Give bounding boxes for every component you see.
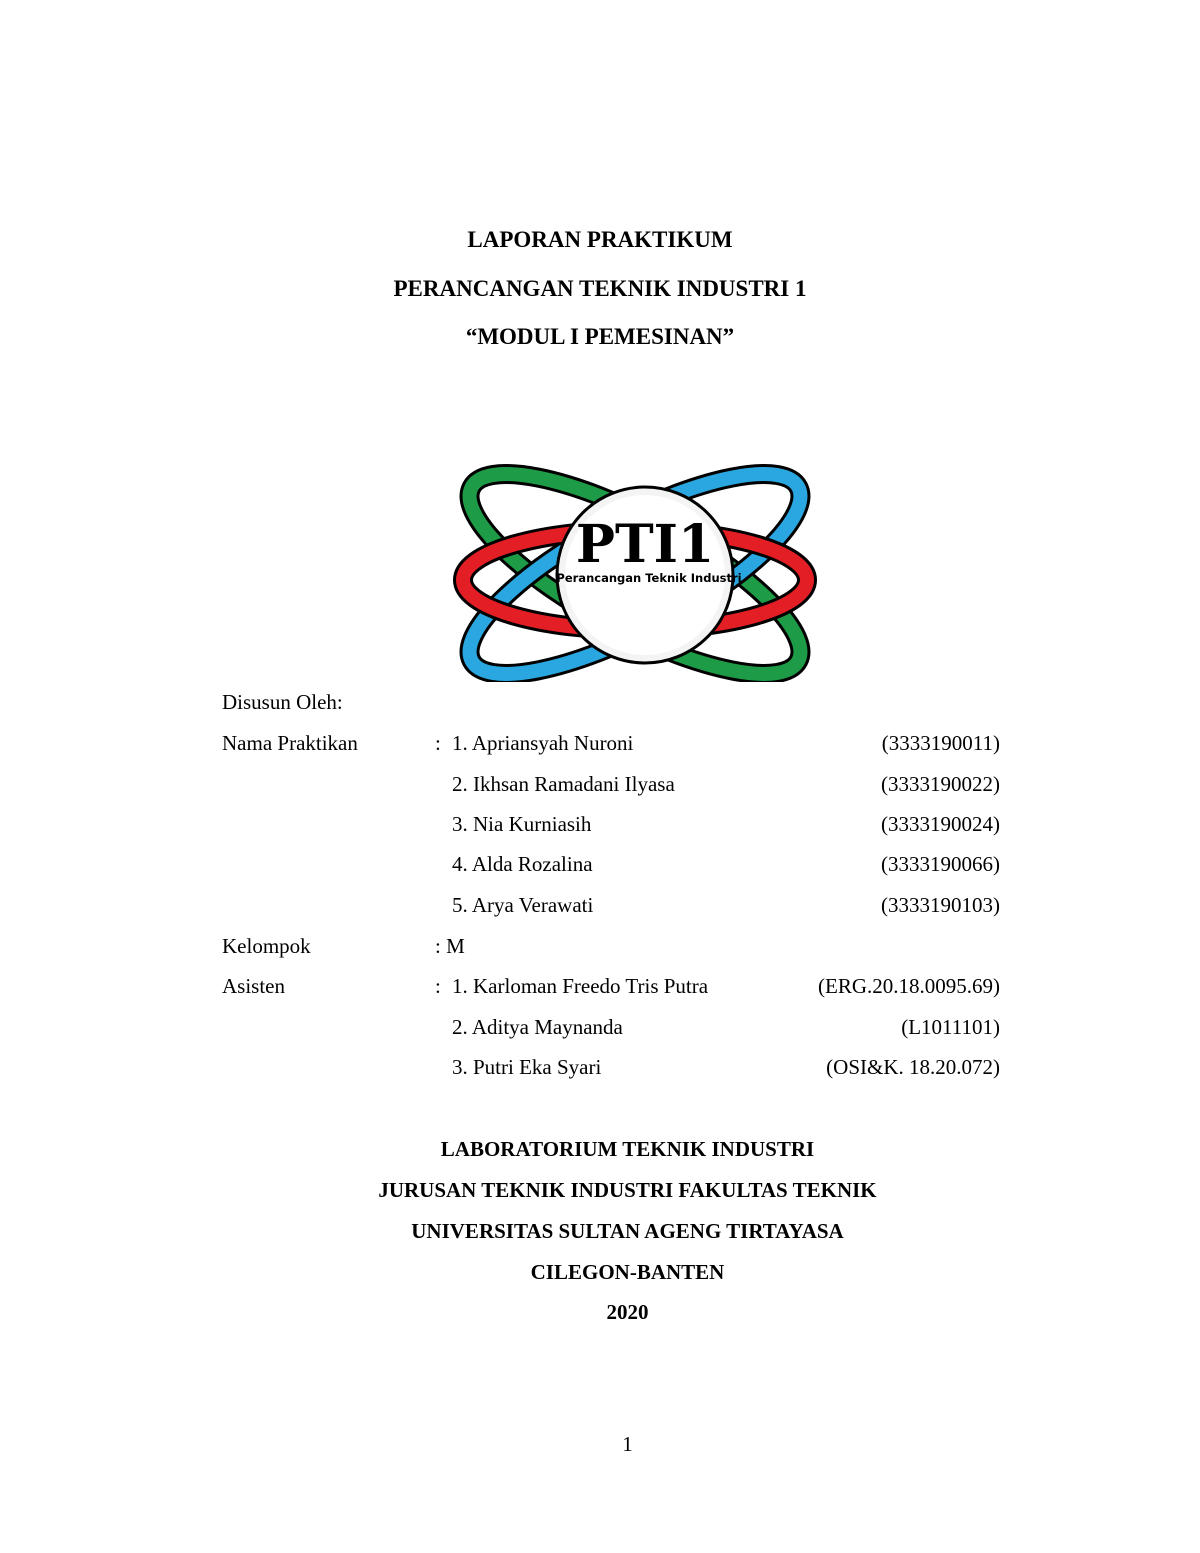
praktikan-name-1: 1. Apriansyah Nuroni: [452, 731, 634, 755]
module-title: “MODUL I PEMESINAN”: [465, 324, 735, 349]
praktikan-id-5: (3333190103): [881, 893, 1000, 917]
asisten-id-1: (ERG.20.18.0095.69): [818, 974, 1000, 998]
praktikan-id-3: (3333190024): [881, 812, 1000, 836]
report-title: LAPORAN PRAKTIKUM: [467, 227, 733, 252]
asisten-name-2: 2. Aditya Maynanda: [452, 1015, 623, 1039]
asisten-colon: :: [435, 974, 441, 998]
praktikan-name-4: 4. Alda Rozalina: [452, 852, 593, 876]
university-name: UNIVERSITAS SULTAN AGENG TIRTAYASA: [411, 1219, 844, 1243]
department-name: JURUSAN TEKNIK INDUSTRI FAKULTAS TEKNIK: [378, 1178, 877, 1202]
course-title: PERANCANGAN TEKNIK INDUSTRI 1: [393, 276, 807, 301]
city-name: CILEGON-BANTEN: [530, 1260, 725, 1284]
kelompok-label: Kelompok: [222, 934, 311, 958]
asisten-name-1: 1. Karloman Freedo Tris Putra: [452, 974, 709, 998]
praktikan-colon: :: [435, 731, 441, 755]
logo-text: PTI1: [575, 514, 715, 575]
asisten-id-2: (L1011101): [901, 1015, 1000, 1039]
year: 2020: [606, 1300, 649, 1324]
logo-subtitle: Perancangan Teknik Industri: [556, 571, 742, 585]
lab-name: LABORATORIUM TEKNIK INDUSTRI: [440, 1137, 815, 1161]
asisten-id-3: (OSI&K. 18.20.072): [826, 1055, 1000, 1079]
praktikan-name-3: 3. Nia Kurniasih: [452, 812, 592, 836]
kelompok-value: : M: [435, 934, 465, 958]
praktikan-id-1: (3333190011): [881, 731, 1000, 755]
praktikan-label: Nama Praktikan: [222, 731, 358, 755]
page-number: 1: [622, 1432, 633, 1456]
prepared-by-label: Disusun Oleh:: [222, 690, 343, 714]
pti1-logo: [445, 462, 825, 682]
praktikan-name-5: 5. Arya Verawati: [452, 893, 594, 917]
praktikan-id-2: (3333190022): [881, 772, 1000, 796]
asisten-label: Asisten: [222, 974, 285, 998]
praktikan-id-4: (3333190066): [881, 852, 1000, 876]
praktikan-name-2: 2. Ikhsan Ramadani Ilyasa: [452, 772, 675, 796]
asisten-name-3: 3. Putri Eka Syari: [452, 1055, 602, 1079]
